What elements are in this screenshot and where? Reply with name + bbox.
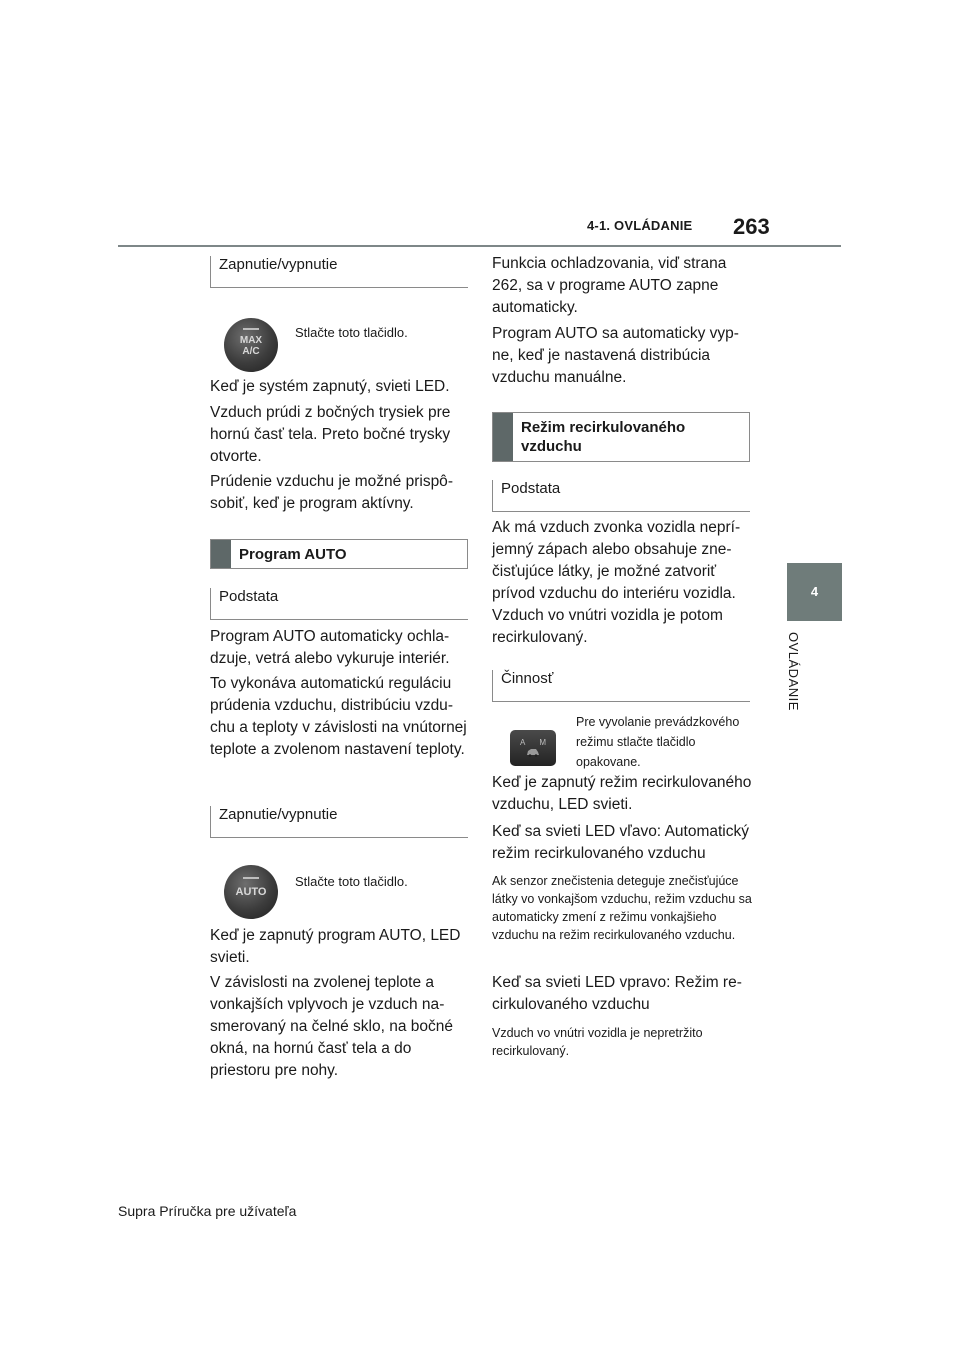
chapter-label: OVLÁDANIE [786,632,801,711]
button-caption: Stlačte toto tlačidlo. [295,325,408,340]
paragraph: To vykonáva automatickú reguláciu prúdenia vzduchu, distribúciu vzduchu a teploty v závislosti na vnútornej teplote a zvolenom nastavení teploty. [210,675,467,758]
section-heading: Režim recirkulovaného vzduchu [521,419,686,455]
header-rule [118,245,841,247]
subheading-on-off [210,256,468,288]
chapter-tab: 4 [787,563,842,621]
paragraph: Prúdenie vzduchu je možné prispôsobiť, keď je program aktívny. [210,473,453,512]
led-indicator [243,328,259,330]
note-text: Ak senzor znečistenia deteguje znečisťujúce látky vo vonkajšom vzduchu, režim vzduchu sa automaticky zmení z režimu vonkajšieho vzduchu na režim recirkulovaného vzduchu. [492,874,752,942]
section-title: 4-1. OVLÁDANIE [587,218,693,233]
section-box-program-auto [210,539,468,569]
paragraph: Ak má vzduch zvonka vozidla nepríjemný zápach alebo obsahuje znečisťujúce látky, je možné zatvoriť prívod vzduchu do interiéru vozidla. Vzduch vo vnútri vozidla je potom recirkulovaný. [492,519,741,646]
recirculation-button-icon [510,730,556,766]
paragraph: V závislosti na zvolenej teplote a vonkajších vplyvoch je vzduch nasmerovaný na čelné sklo, na bočné okná, na hornú časť tela a do priestoru pre nohy. [210,974,453,1079]
section-heading: Program AUTO [239,546,347,563]
section-box-recirculation [492,412,750,462]
subheading-principle [210,588,468,620]
page-number: 263 [733,214,770,239]
paragraph: Funkcia ochladzovania, viď strana 262, sa v programe AUTO zapne automaticky. [492,255,727,316]
subheading-text: Podstata [219,588,279,605]
max-ac-button-icon [224,318,278,372]
subheading-text: Zapnutie/vypnutie [219,806,338,823]
paragraph: Keď je zapnutý program AUTO, LED svieti. [210,927,461,966]
button-caption: Stlačte toto tlačidlo. [295,874,408,889]
subheading-text: Činnosť [501,670,554,687]
button-caption: Pre vyvolanie prevádzkového režimu stlačte tlačidlo opakovane. [576,715,740,769]
auto-button-icon [224,865,278,919]
recirc-manual-label: M [539,738,546,747]
note-text: Vzduch vo vnútri vozidla je nepretržito recirkulovaný. [492,1026,703,1058]
led-indicator [243,877,259,879]
paragraph: Keď sa svieti LED vľavo: Automatický režim recirkulovaného vzduchu [492,823,749,862]
auto-label: AUTO [235,886,267,898]
section-marker [493,413,513,461]
section-marker [211,540,231,568]
subheading-text: Podstata [501,480,561,497]
paragraph: Keď je systém zapnutý, svieti LED. [210,378,450,395]
paragraph: Program AUTO automaticky ochladzuje, vetrá alebo vykuruje interiér. [210,628,450,667]
subheading-principle [492,480,750,512]
paragraph: Vzduch prúdi z bočných trysiek pre hornú časť tela. Preto bočné trysky otvorte. [210,404,451,465]
paragraph: Program AUTO sa automaticky vypne, keď je nastavená distribúcia vzduchu manuálne. [492,325,739,386]
subheading-operation [492,670,750,702]
subheading-on-off [210,806,468,838]
subheading-text: Zapnutie/vypnutie [219,256,338,273]
recirc-auto-label: A [520,738,526,747]
paragraph: Keď sa svieti LED vpravo: Režim recirkulovaného vzduchu [492,974,742,1013]
paragraph: Keď je zapnutý režim recirkulovaného vzduchu, LED svieti. [492,774,752,813]
car-recirculation-icon [525,747,541,757]
max-ac-label: MAX A/C [239,335,263,357]
footer-text: Supra Príručka pre užívateľa [118,1203,297,1219]
